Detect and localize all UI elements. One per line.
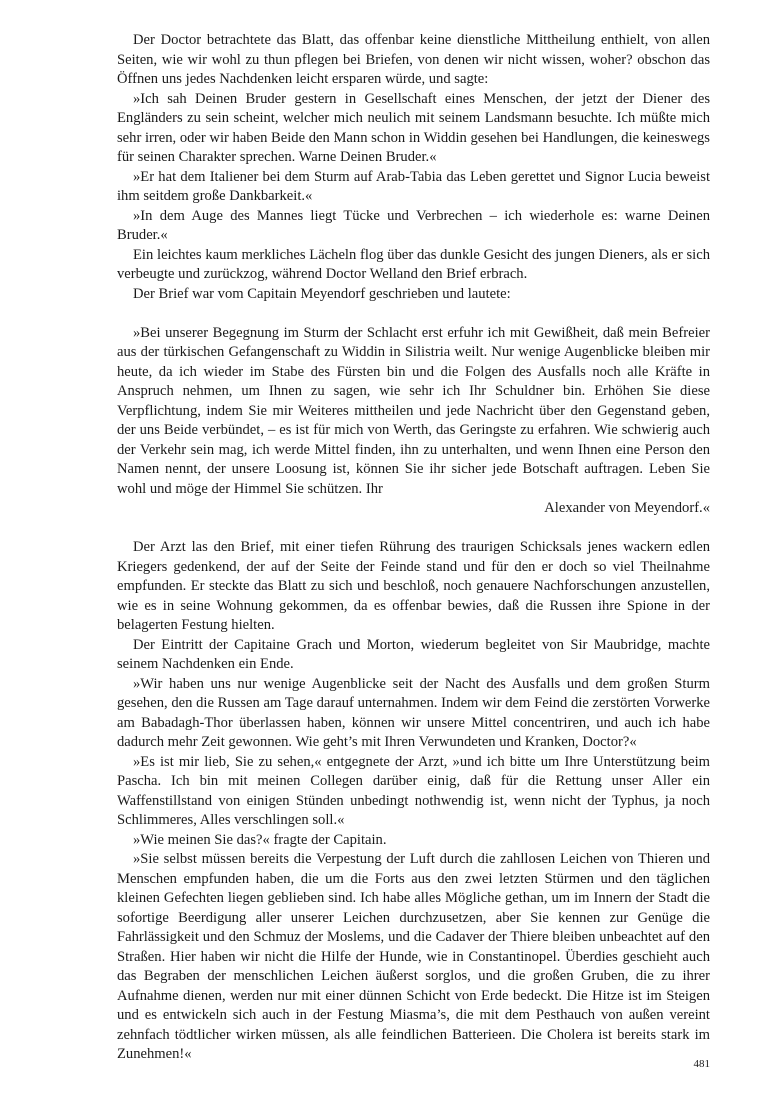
paragraph: »Wir haben uns nur wenige Augenblicke seit der Nacht des Ausfalls und dem großen Sturm gesehen, den die Russen am Tage darauf unternahmen. Indem wir dem Feind die zerstörten Vorwerke am Babadagh-Thor überlassen haben, können wir unsere Mittel concentriren, und auch ich habe dadurch mehr Zeit gewonnen. Wie geht’s mit Ihren Verwundeten und Kranken, Doctor?« xyxy=(117,675,710,750)
letter-body: »Bei unserer Begegnung im Sturm der Schlacht erst erfuhr ich mit Gewißheit, daß mein Befreier aus der türkischen Gefangenschaft zu Widdin in Silistria weilt. Nur wenige Augenblicke bleiben mir heute, da ich wieder im Stabe des Fürsten bin und die Folgen des Ausfalls noch alle Kräfte in Anspruch nehmen, um Ihnen zu sagen, wie sehr ich Ihr Schuldner bin. Erhöhen Sie diese Verpflichtung, indem Sie mir Weiteres mittheilen und jede Nachricht über den Gegenstand geben, der uns Beide verbündet, – es ist für mich von Werth, das Geringste zu erfahren. Wie schwierig auch der Verkehr sein mag, ich werde Mittel finden, ihn zu unterhalten, und wenn Ihnen eine Person den Namen nennt, der unsere Loosung ist, können Sie ihr sicher jede Botschaft auftragen. Leben Sie wohl und möge der Himmel Sie schützen. Ihr xyxy=(117,324,710,497)
paragraph: »Ich sah Deinen Bruder gestern in Gesellschaft eines Menschen, der jetzt der Diener des Engländers zu sein scheint, welcher mich neulich mit seinem Landsmann besuchte. Ich müßte mich sehr irren, oder wir haben Beide den Mann schon in Widdin gesehen bei Handlungen, die keineswegs für seinen Charakter sprechen. Warne Deinen Bruder.« xyxy=(117,90,710,165)
letter-signature: Alexander von Meyendorf.« xyxy=(544,500,710,516)
paragraph: »Sie selbst müssen bereits die Verpestung der Luft durch die zahllosen Leichen von Thieren und Menschen empfunden haben, die um die Forts aus den zwei letzten Stürmen und den täglichen kleinen Gefechten liegen geblieben sind. Ich habe alles Mögliche gethan, um im Innern der Stadt die sofortige Beerdigung aller unserer Leichen durchzusetzen, aber Sie kennen zur Genüge die Fahrlässigkeit und den Schmuz der Moslems, und die Cadaver der Thiere bleiben unbeachtet auf den Straßen. Hier haben wir nicht die Hilfe der Hunde, wie in Constantinopel. Überdies geschieht auch das Begraben der menschlichen Leichen äußerst sorglos, und die großen Gruben, die zu ihrer Aufnahme dienen, werden nur mit einer dünnen Schicht von Erde bedeckt. Die Hitze ist im Steigen und es entwickeln sich auch in der Festung Miasma’s, die mit dem Pesthauch von außen vereint zehnfach tödtlicher wirken müssen, als alle feindlichen Batterieen. Die Cholera ist bereits stark im Zunehmen!« xyxy=(117,851,710,1062)
paragraph: Der Arzt las den Brief, mit einer tiefen Rührung des traurigen Schicksals jenes wackern edlen Kriegers gedenkend, der auf der Seite der Feinde stand und für den er doch so viel Theilnahme empfunden. Er steckte das Blatt zu sich und beschloß, noch genauere Nachforschungen anzustellen, wie es in seine Wohnung gekommen, da es offenbar bewies, daß die Russen ihre Spione in der belagerten Festung hielten. xyxy=(117,539,710,633)
paragraph: »Wie meinen Sie das?« fragte der Capitain. xyxy=(133,831,387,848)
page-number: 481 xyxy=(693,1058,710,1070)
blank-line xyxy=(117,304,710,324)
page-body xyxy=(117,31,710,1065)
paragraph: »Es ist mir lieb, Sie zu sehen,« entgegnete der Arzt, »und ich bitte um Ihre Unterstützung beim Pascha. Ich bin mit meinen Collegen darüber einig, daß für die Rettung unser Aller ein Waffenstillstand von einigen Stünden unbedingt nothwendig ist, wenn nicht der Typhus, ja noch Schlimmeres, Alles verschlingen soll.« xyxy=(117,753,710,828)
paragraph: Der Doctor betrachtete das Blatt, das offenbar keine dienstliche Mittheilung enthielt, von allen Seiten, wie wir wohl zu thun pflegen bei Briefen, von denen wir nicht wissen, woher? obschon das Öffnen uns jedes Nachdenken leicht ersparen würde, und sagte: xyxy=(117,32,710,87)
paragraph: Ein leichtes kaum merkliches Lächeln flog über das dunkle Gesicht des jungen Dieners, als er sich verbeugte und zurückzog, während Doctor Welland den Brief erbrach. xyxy=(117,246,710,282)
blank-line xyxy=(117,519,710,539)
paragraph: »Er hat dem Italiener bei dem Sturm auf Arab-Tabia das Leben gerettet und Signor Lucia beweist ihm seitdem große Dankbarkeit.« xyxy=(117,168,710,204)
paragraph: »In dem Auge des Mannes liegt Tücke und Verbrechen – ich wiederhole es: warne Deinen Bruder.« xyxy=(117,207,710,243)
paragraph: Der Eintritt der Capitaine Grach und Morton, wiederum begleitet von Sir Maubridge, machte seinem Nachdenken ein Ende. xyxy=(117,636,710,672)
paragraph: Der Brief war vom Capitain Meyendorf geschrieben und lautete: xyxy=(133,285,511,302)
